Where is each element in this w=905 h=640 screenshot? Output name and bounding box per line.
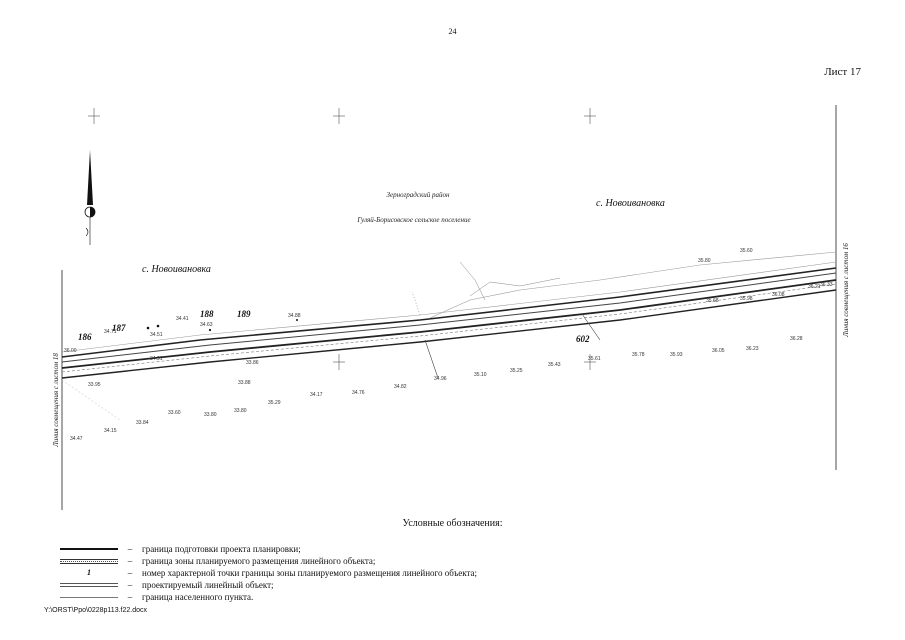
elevation-label: 36.00	[64, 348, 77, 354]
boundary-point-602: 602	[576, 334, 590, 344]
sheet-label: Лист 17	[824, 66, 861, 78]
elevation-label: 35.80	[698, 258, 711, 264]
elevation-label: 33.84	[136, 420, 149, 426]
elevation-label: 35.93	[670, 352, 683, 358]
point-markers	[147, 319, 298, 331]
elevation-label: 36.08	[772, 292, 785, 298]
legend-item-linear-object	[60, 579, 274, 591]
elevation-label: 36.21	[808, 284, 821, 290]
elevation-label: 34.82	[394, 384, 407, 390]
file-path: Y:\ORST\Ppo\0228p113.f22.docx	[44, 607, 147, 614]
elevation-label: 36.05	[712, 348, 725, 354]
elevation-label: 36.23	[746, 346, 759, 352]
elevation-label: 34.71	[104, 329, 117, 335]
elevation-labels	[64, 248, 833, 442]
elevation-label: 34.96	[434, 376, 447, 382]
district-label: Зерноградский район	[386, 191, 450, 199]
elevation-label: 34.17	[310, 392, 323, 398]
page-number: 24	[448, 27, 457, 36]
legend-text: проектируемый линейный объект;	[142, 580, 274, 590]
elevation-label: 35.78	[632, 352, 645, 358]
legend-symbol-thick-line	[60, 543, 118, 555]
legend-text: граница населенного пункта.	[142, 592, 254, 602]
elevation-label: 34.51	[150, 332, 163, 338]
legend-symbol-thin-line	[60, 591, 118, 603]
elevation-label: 34.47	[70, 436, 83, 442]
north-arrow-icon	[85, 150, 95, 245]
elevation-label: 33.80	[204, 412, 217, 418]
elevation-label: 33.80	[234, 408, 247, 414]
elevation-label: 35.29	[268, 400, 281, 406]
boundary-point-187: 187	[112, 323, 126, 333]
village-left-label: с. Новоивановка	[142, 264, 211, 275]
legend-text: граница зоны планируемого размещения линейного объекта;	[142, 556, 376, 566]
legend-title: Условные обозначения:	[402, 518, 503, 529]
match-line-right: Линия совмещения с листом 16	[842, 243, 850, 337]
elevation-label: 35.61	[588, 356, 601, 362]
elevation-label: 34.15	[104, 428, 117, 434]
elevation-label: 33.86	[246, 360, 259, 366]
elevation-label: 33.95	[88, 382, 101, 388]
elevation-label: 35.25	[510, 368, 523, 374]
elevation-label: 36.33	[820, 282, 833, 288]
legend-symbol-number: 1	[87, 568, 91, 577]
legend-symbol-road	[60, 579, 118, 591]
elevation-label: 35.43	[548, 362, 561, 368]
elevation-label: 34.88	[288, 313, 301, 319]
legend-item-settlement-boundary	[60, 591, 253, 603]
elevation-label: 33.60	[168, 410, 181, 416]
elevation-label: 35.10	[474, 372, 487, 378]
village-right-label: с. Новоивановка	[596, 198, 665, 209]
elevation-label: 35.68	[706, 298, 719, 304]
match-line-left: Линия совмещения с листом 18	[52, 353, 60, 447]
settlement-boundary	[412, 292, 420, 315]
legend-dash: –	[127, 580, 133, 590]
legend-dash: –	[127, 592, 133, 602]
legend-text: номер характерной точки границы зоны планируемого размещения линейного объекта;	[142, 568, 478, 578]
elevation-label: 34.91	[150, 356, 163, 362]
boundary-point-189: 189	[237, 309, 251, 319]
elevation-label: 34.41	[176, 316, 189, 322]
linear-object	[62, 252, 836, 420]
settlement-area-label: Гуляй-Борисовское сельское поселение	[357, 216, 471, 224]
elevation-label: 34.76	[352, 390, 365, 396]
legend-item-point-number	[60, 567, 477, 579]
elevation-label: 35.60	[740, 248, 753, 254]
elevation-label: 35.98	[740, 296, 753, 302]
leader-line	[425, 340, 438, 378]
legend-text: граница подготовки проекта планировки;	[142, 544, 301, 554]
legend-item-planning-boundary	[60, 543, 301, 555]
elevation-label: 33.88	[238, 380, 251, 386]
elevation-label: 36.28	[790, 336, 803, 342]
elevation-label: 34.63	[200, 322, 213, 328]
legend-dash: –	[127, 544, 133, 554]
legend-dash: –	[127, 556, 133, 566]
boundary-point-186: 186	[78, 332, 92, 342]
legend-dash: –	[127, 568, 133, 578]
legend-item-zone-boundary	[60, 555, 375, 567]
boundary-point-188: 188	[200, 309, 214, 319]
legend-symbol-double-line	[60, 555, 118, 567]
